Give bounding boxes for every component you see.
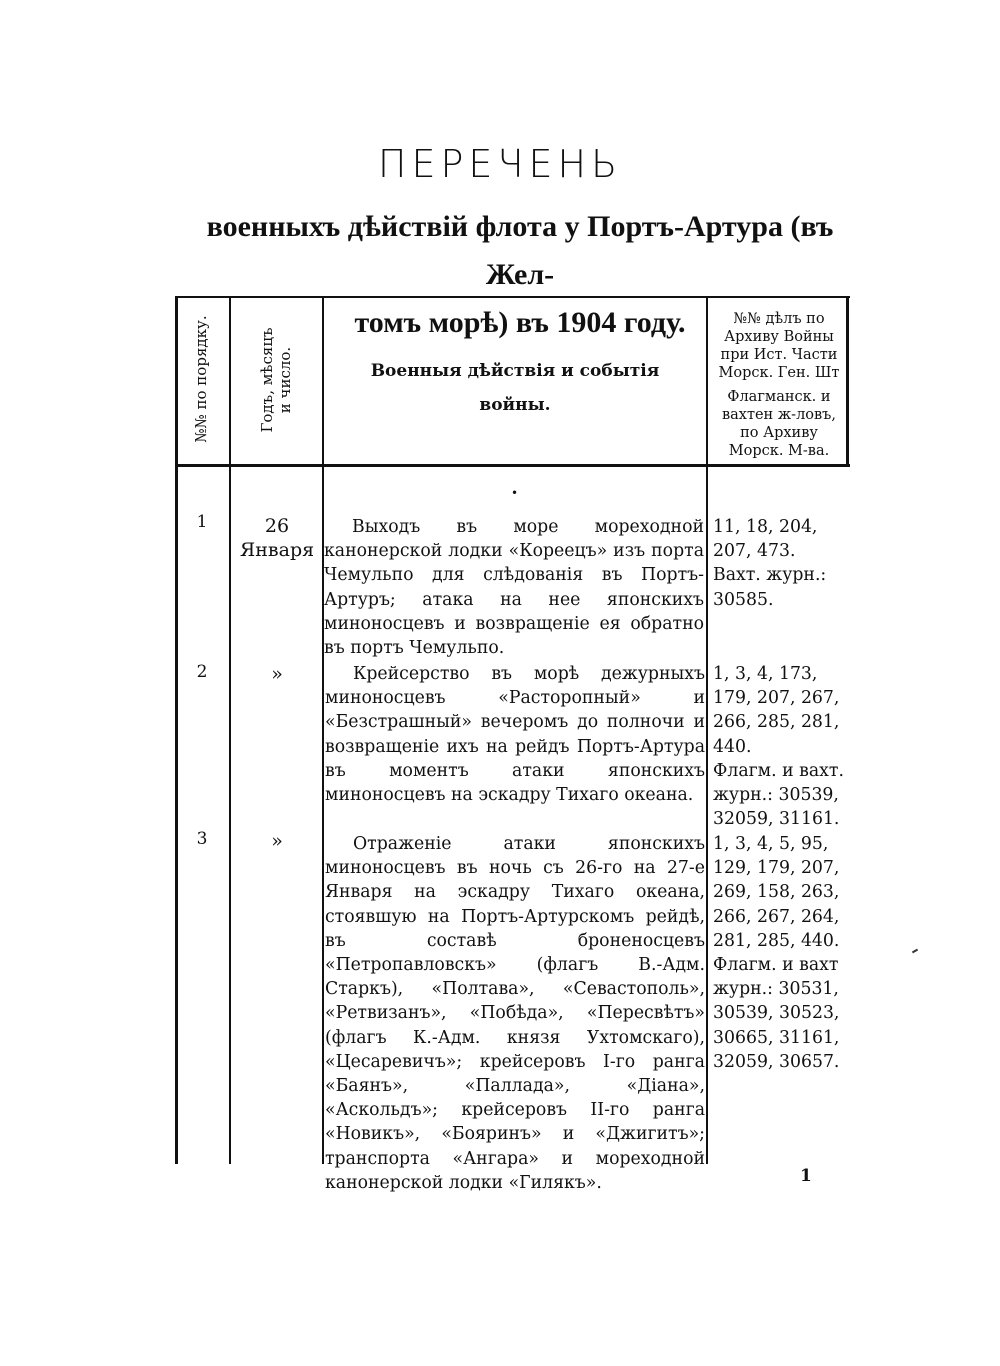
row-refs-line: Флагм. и вахт.: [713, 760, 844, 781]
row-date-day: 26: [264, 515, 290, 537]
table-left-rule: [175, 296, 178, 1164]
events-table: [175, 296, 850, 1193]
header-events-column: [325, 354, 705, 422]
row-refs-line: 32059, 30657.: [713, 1051, 840, 1072]
subtitle-line-2: томъ морѣ) въ 1904 году.: [354, 306, 686, 339]
row-refs-line: 11, 18, 204,: [713, 517, 818, 537]
header-num-column: №№ по порядку.: [192, 315, 210, 443]
row-number: 3: [196, 829, 208, 849]
row-number: 2: [196, 662, 208, 682]
row-date: [232, 514, 322, 562]
header-events-line-1: Военныя дѣйствія и событія: [370, 361, 660, 381]
row-refs: [713, 515, 847, 612]
row-refs-line: Флагм. и вахт: [713, 955, 839, 976]
row-refs-line: 1, 3, 4, 173,: [713, 664, 818, 684]
row-refs-line: 266, 285, 281,: [713, 712, 840, 733]
row-refs-line: 30585.: [713, 589, 774, 610]
header-refs-line: по Архиву: [740, 425, 818, 441]
header-events-line-2: войны.: [479, 395, 551, 415]
header-date-column: [258, 300, 294, 460]
row-refs-line: 266, 267, 264,: [713, 906, 840, 927]
header-refs-line: Архиву Войны: [724, 329, 834, 345]
row-refs-line: 30665, 31161,: [713, 1027, 840, 1048]
row-refs-line: 129, 179, 207,: [713, 858, 840, 879]
row-refs-line: 269, 158, 263,: [713, 882, 840, 903]
row-date: [232, 829, 322, 853]
row-refs-line: 179, 207, 267,: [713, 688, 840, 709]
column-rule-1: [229, 296, 231, 1164]
header-refs-line: Морск. М-ва.: [728, 443, 830, 459]
page-number: 1: [800, 1166, 812, 1186]
header-date-line-2: и число.: [276, 346, 294, 414]
row-refs-line: 30539, 30523,: [713, 1003, 840, 1024]
row-date-month: Января: [239, 539, 315, 561]
row-date-ditto: »: [271, 830, 283, 852]
row-number: 1: [196, 512, 208, 532]
header-bottom-rule: [175, 464, 850, 467]
row-event: Отраженіе атаки японскихъ миноносцевъ въ ночь съ 26-го на 27-е Января на эскадру Тихаго океана, стоявшую на Портъ-Артурскомъ рейдѣ, въ составѣ броненосцевъ «Петропавловскъ» (флагъ В.-Адм. Старкъ), «Полтава», «Севастополь», «Ретвизанъ», «Побѣда», «Пересвѣтъ» (флагъ К.-Адм. князя Ухтомскаго), «Цесаревичъ»; крейсеровъ I-го ранга «Баянъ», «Паллада», «Діана», «Аскольдъ»; крейсеровъ II-го ранга «Новикъ», «Бояринъ» и «Джигитъ»; транспорта «Ангара» и мореходной канонерской лодки «Гилякъ».: [325, 834, 705, 1193]
header-refs-line: вахтен ж-ловъ,: [721, 407, 837, 423]
page-title: ПЕРЕЧЕНЬ: [377, 142, 623, 186]
row-refs: [713, 662, 847, 831]
row-refs-line: 32059, 31161.: [713, 809, 840, 830]
stray-mark: [912, 949, 918, 954]
row-refs-line: журн.: 30531,: [713, 979, 839, 1000]
table-top-rule: [175, 296, 850, 298]
decorative-dot: •: [511, 486, 519, 500]
header-refs-line: при Ист. Части: [720, 347, 838, 363]
row-refs-line: 207, 473.: [713, 541, 796, 562]
header-refs-column: [708, 310, 850, 460]
row-date: [232, 662, 322, 686]
row-refs-line: журн.: 30539,: [713, 785, 839, 806]
row-refs-line: 281, 285, 440.: [713, 930, 840, 951]
row-refs-line: 440.: [713, 736, 752, 757]
row-date-ditto: »: [271, 663, 283, 685]
row-event: Выходъ въ море мореходной канонерской лодки «Кореецъ» изъ порта Чемульпо для слѣдованія въ Портъ-Артуръ; атака на нее японскихъ миноносцевъ и возвращеніе ея обратно въ портъ Чемульпо.: [324, 517, 704, 659]
header-refs-line: Флагманск. и: [727, 389, 831, 405]
row-refs-line: Вахт. журн.:: [713, 565, 827, 586]
row-event: Крейсерство въ морѣ дежурныхъ миноносцевъ «Расторопный» и «Безстрашный» вечеромъ до полночи и возвращеніе ихъ на рейдъ Портъ-Артура въ моментъ атаки японскихъ миноносцевъ на эскадру Тихаго океана.: [325, 664, 705, 806]
header-refs-line: Морск. Ген. Шт: [718, 365, 840, 381]
header-refs-line: №№ дѣлъ по: [733, 311, 825, 327]
column-rule-2: [322, 296, 324, 1164]
subtitle-line-1: военныхъ дѣйствій флота у Портъ-Артура (въ Жел-: [206, 210, 834, 291]
row-refs: [713, 832, 847, 1074]
header-date-line-1: Годъ, мѣсяцъ: [258, 327, 276, 433]
row-refs-line: 1, 3, 4, 5, 95,: [713, 834, 829, 854]
